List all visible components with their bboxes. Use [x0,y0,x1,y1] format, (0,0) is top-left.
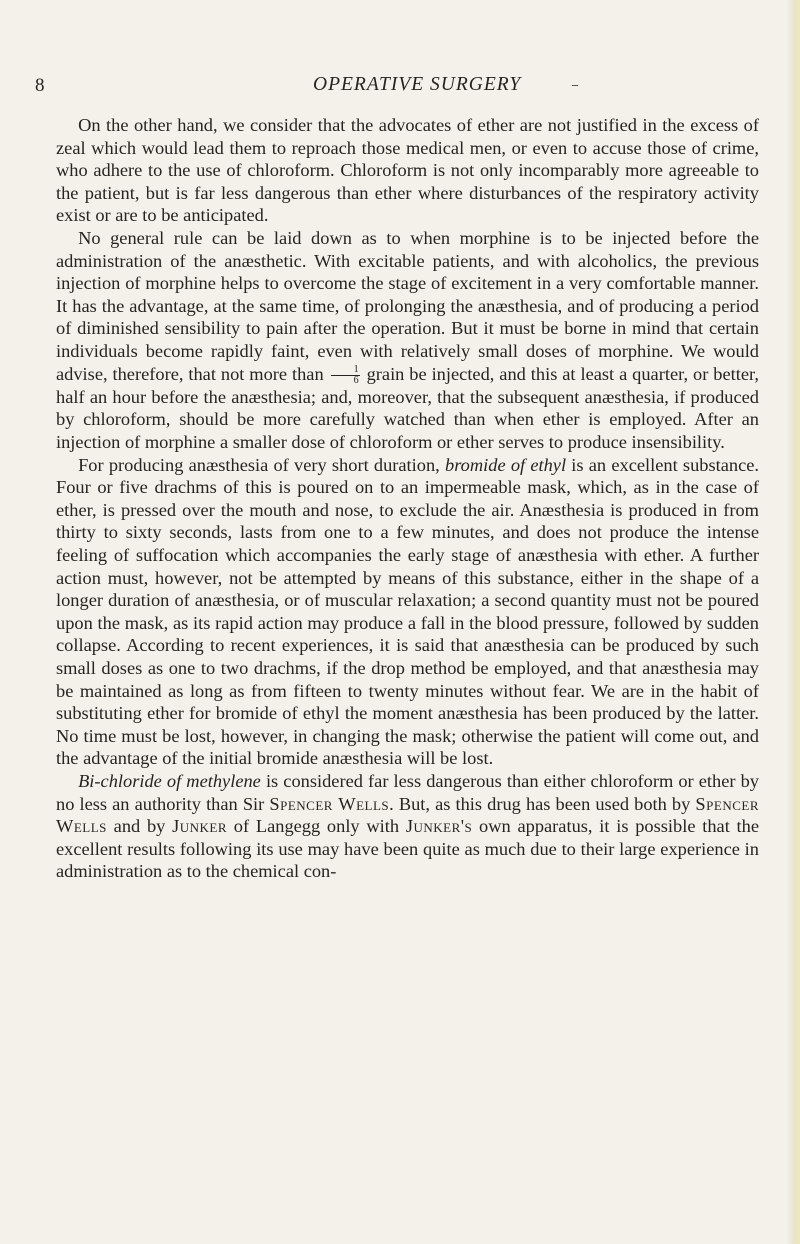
term-bromide-of-ethyl: bromide of ethyl [445,454,567,475]
bromide-text-part1: For producing anæsthesia of very short duration, [78,454,440,475]
methylene-text-part3: and by [113,816,166,837]
methylene-text-part5: own apparatus, it is possible that the excellent results following its use may have been quite as much due to their large experience in administration as to the chemical con- [56,816,760,882]
running-head: OPERATIVE SURGERY [313,74,522,95]
paragraph-ether-chloroform: On the other hand, we consider that the advocates of ether are not justified in the excess of zeal which would lead them to reproach those medical men, or even to accuse those of crime, who adhere to the use of chloroform. Chloroform is not only incomparably more agreeable to the patient, but is far less dangerous than ether where disturbances of the respiratory activity exist or are to be anticipated. [56,115,759,226]
page-header [0,68,800,100]
methylene-text-part4: of Langegg only with [233,816,400,837]
term-bichloride-of-methylene: Bi-chloride of methylene [78,770,261,791]
fraction-numerator: 1 [331,365,360,376]
name-junker-1: Junker [172,816,228,837]
page-edge-shading [786,0,800,1244]
methylene-text-part1: is considered far less dangerous than either chloroform or ether by no less an authority than Sir [56,770,759,814]
bromide-text-part2: is an excellent substance. Four or five drachms of this is poured on to an impermeable mask, which, as in the case of ether, is pressed over the mouth and nose, to exclude the air. Anæsthesia is produced in from thirty to sixty seconds, lasts from one to a few minutes, and does not produce the intense feeling of suffocation which accompanies the early stage of anæsthesia with ether. A further action must, however, not be attempted by means of this substance, either in the shape of a longer duration of anæsthesia, or of muscular relaxation; a second quantity must not be poured upon the mask, as its rapid action may produce a fall in the blood pressure, followed by sudden collapse. According to recent experiences, it is said that anæsthesia can be produced by such small doses as one to two drachms, if the drop method be employed, and that anæsthesia may be maintained as long as from fifteen to twenty minutes without fear. We are in the habit of substituting ether for bromide of ethyl the moment anæsthesia has been produced by the latter. No time must be lost, however, in changing the mask; otherwise the patient will come out, and the advantage of the initial bromide anæsthesia will be lost. [56,454,760,769]
paragraph-bromide-of-ethyl [56,454,759,770]
body-text [56,114,759,883]
morphine-text-part1: No general rule can be laid down as to when morphine is to be injected before the administration of the anæsthetic. With excitable patients, and with alcoholics, the previous injection of morphine helps to overcome the stage of excitement in a very comfortable manner. It has the advantage, at the same time, of prolonging the anæsthesia, and of producing a period of diminished sensibility to pain after the operation. But it must be borne in mind that certain individuals become rapidly faint, even with relatively small doses of morphine. We would advise, therefore, that not more than [56,227,759,384]
fraction-denominator: 6 [353,374,359,386]
page-number: 8 [35,75,45,96]
header-dash [572,85,578,86]
paragraph-morphine [56,227,759,454]
name-spencer-wells-1: Spencer Wells [269,793,390,814]
name-junker-2: Junker's [405,816,473,837]
methylene-text-part2: . But, as this drug has been used both by [389,793,691,814]
morphine-text-part2: grain be injected, and this at least a quarter, or better, half an hour before the anæsthesia; and, moreover, that the subsequent anæsthesia, if produced by chloroform, should be more carefully watched than when ether is employed. After an injection of morphine a smaller dose of chloroform or ether serves to produce insensibility. [56,363,759,452]
paragraph-bichloride-of-methylene [56,770,759,883]
name-spencer-wells-2: Spencer Wells [56,793,759,837]
fraction-one-sixth [331,365,360,386]
